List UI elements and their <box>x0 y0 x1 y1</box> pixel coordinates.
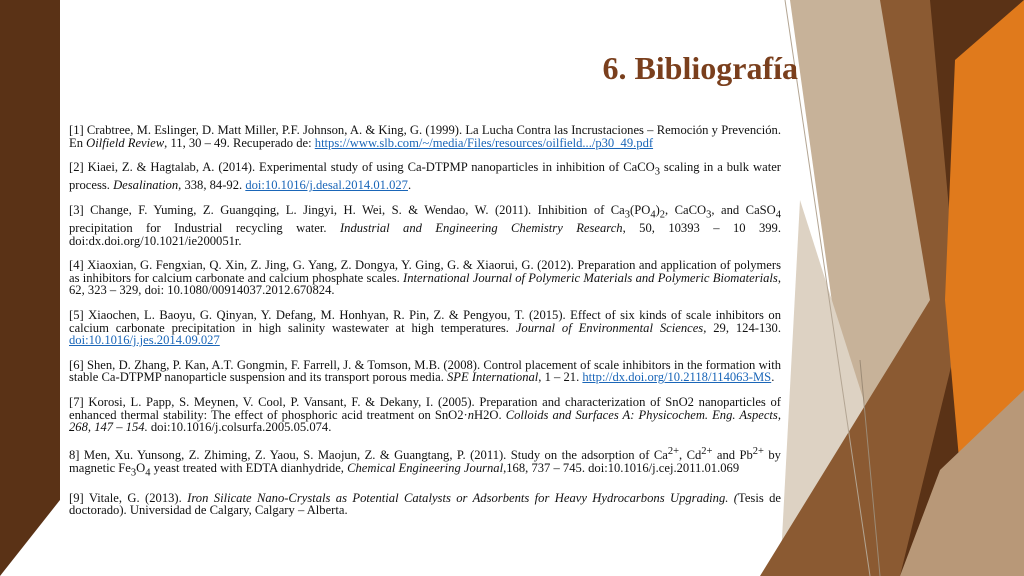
left-brown-band <box>0 0 60 576</box>
right-orange-band <box>945 0 1024 470</box>
reference-6-link[interactable]: http://dx.doi.org/10.2118/114063-MS <box>582 370 772 385</box>
reference-3: [3] Change, F. Yuming, Z. Guangqing, L. Jingyi, H. Wei, S. & Wendao, W. (2011). Inhibition of $Ca_3(PO_4)_2$, CaCO$_3$, and CaSO$_4$ precipitation for Industrial recycling water. Industrial and Engineering Chemistry Research, 50, 10393 – 10 399. doi:dx.doi.org/10.1021/ie200051r. <box>69 202 782 248</box>
reference-list <box>69 124 781 529</box>
reference-8: 8] Men, Xu. Yunsong, Z. Zhiming, Z. Yaou, S. Maojun, Z. & Guangtang, P. (2011). Study on the adsorption of $Ca^{2+}$, $Cd^{2+}$ and $Pb^{2+}$ by magnetic $Fe_3O_4$ yeast treated with EDTA dianhydride, Chemical Engineering Journal,168, 737 – 745. doi:10.1016/j.cej.2011.01.069 <box>69 445 781 479</box>
reference-1: [1] Crabtree, M. Eslinger, D. Matt Miller, P.F. Johnson, A. & King, G. (1999). La Lucha Contra las Incrustaciones – Remoción y Prevención. En Oilfield Review, 11, 30 – 49. Recuperado de: https://www.slb.com/~/media/Files/resources/oilfield.../p30_49.pdf <box>69 123 781 150</box>
reference-5-link[interactable]: doi:10.1016/j.jes.2014.09.027 <box>69 333 220 348</box>
reference-7: [7] Korosi, L. Papp, S. Meynen, V. Cool, P. Vansant, F. & Dekany, I. (2005). Preparation and characterization of SnO2 nanoparticles of enhanced thermal stability: The effect of phosphoric acid treatment on SnO2·nH2O. Colloids and Surfaces A: Physicochem. Eng. Aspects, 268, 147 – 154. doi:10.1016/j.colsurfa.2005.05.074. <box>69 394 781 435</box>
reference-5: [5] Xiaochen, L. Baoyu, G. Qinyan, Y. Defang, M. Honhyan, R. Pin, Z. & Pengyou, T. (2015). Effect of six kinds of scale inhibitors on calcium carbonate precipitation in high salinity wastewater at high temperatures. Journal of Environmental Sciences, 29, 124-130. doi:10.1016/j.jes.2014.09.027 <box>69 307 781 348</box>
reference-2: [2] Kiaei, Z. & Hagtalab, A. (2014). Experimental study of using Ca-DTPMP nanoparticles in inhibition of CaCO$_3$ scaling in a bulk water process. Desalination, 338, 84-92. doi:10.1016/j.desal.2014.01.027. <box>69 160 781 193</box>
reference-1-link[interactable]: https://www.slb.com/~/media/Files/resources/oilfield.../p30_49.pdf <box>314 135 654 150</box>
reference-6: [6] Shen, D. Zhang, P. Kan, A.T. Gongmin, F. Farrell, J. & Tomson, M.B. (2008). Control placement of scale inhibitors in the formation with stable Ca-DTPMP nanoparticle suspension and its transport porous media. SPE International, 1 – 21. http://dx.doi.org/10.2118/114063-MS. <box>69 357 781 385</box>
reference-2-link[interactable]: doi:10.1016/j.desal.2014.01.027 <box>245 178 408 193</box>
reference-4: [4] Xiaoxian, G. Fengxian, Q. Xin, Z. Jing, G. Yang, Z. Dongya, Y. Ging, G. & Xiaorui, G. (2012). Preparation and application of polymers as inhibitors for calcium carbonate and calcium phosphate scales. International Journal of Polymeric Materials and Polymeric Biomaterials, 62, 323 – 329, doi: 10.1080/00914037.2012.670824. <box>69 258 781 298</box>
page-title: 6. Bibliografía <box>602 50 798 86</box>
reference-9: [9] Vitale, G. (2013). Iron Silicate Nano-Crystals as Potential Catalysts or Adsorbents for Heavy Hydrocarbons Upgrading. (Tesis de doctorado). Universidad de Calgary, Calgary – Alberta. <box>69 490 781 518</box>
